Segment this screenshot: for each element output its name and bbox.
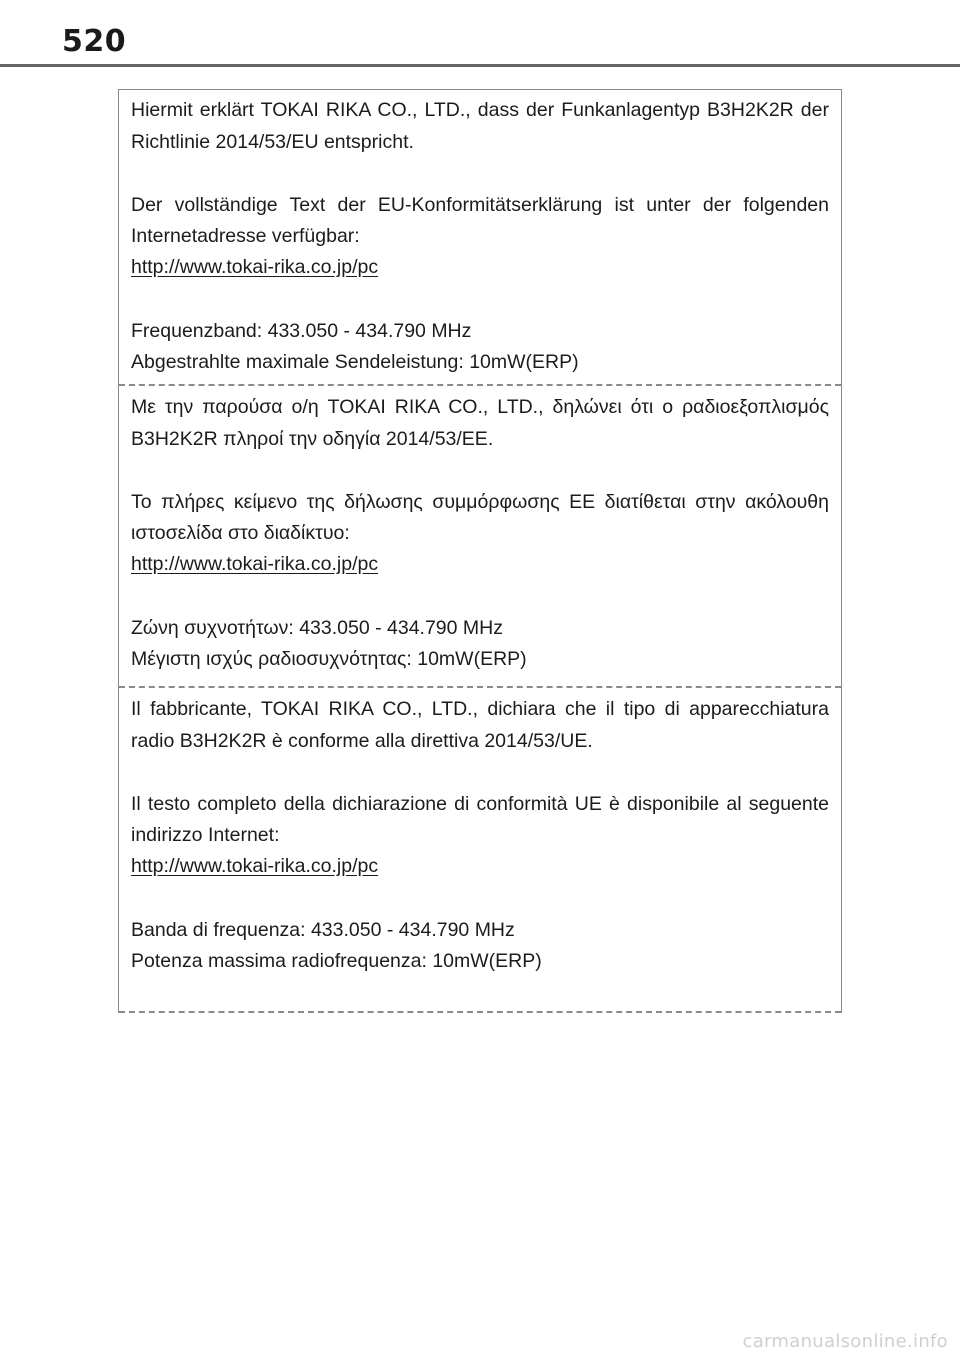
declaration-text: Με την παρούσα ο/η TOKAI RIKA CO., LTD., δηλώνει ότι ο ραδιοεξοπλισμός B3H2K2R πληροί την οδηγία 2014/53/ΕΕ. [131, 396, 829, 450]
paragraph-spacer [131, 158, 829, 190]
url-row [131, 253, 829, 285]
declaration-section-italian [119, 688, 841, 1013]
page-number: 520 [62, 24, 127, 59]
max-power-text: Abgestrahlte maximale Sendeleistung: 10mW(ERP) [131, 351, 579, 373]
declaration-section-german [119, 90, 841, 386]
availability-text: Der vollständige Text der EU-Konformitätserklärung ist unter der folgenden Internetadresse verfügbar: [131, 193, 829, 247]
max-power-text: Potenza massima radiofrequenza: 10mW(ERP) [131, 950, 542, 972]
paragraph-spacer [131, 455, 829, 487]
paragraph-spacer [131, 284, 829, 316]
paragraph-spacer [131, 581, 829, 613]
declaration-text: Il fabbricante, TOKAI RIKA CO., LTD., dichiara che il tipo di apparecchiatura radio B3H2K2R è conforme alla direttiva 2014/53/UE. [131, 698, 829, 752]
declaration-url-link[interactable]: http://www.tokai-rika.co.jp/pc [131, 255, 379, 278]
frequency-band-text: Frequenzband: 433.050 - 434.790 MHz [131, 319, 472, 342]
declaration-url-link[interactable]: http://www.tokai-rika.co.jp/pc [131, 552, 379, 575]
frequency-band-text: Banda di frequenza: 433.050 - 434.790 MHz [131, 918, 515, 941]
declaration-text: Hiermit erklärt TOKAI RIKA CO., LTD., dass der Funkanlagentyp B3H2K2R der Richtlinie 2014/53/EU entspricht. [131, 99, 829, 153]
paragraph-spacer [131, 883, 829, 915]
availability-text: Il testo completo della dichiarazione di conformità UE è disponibile al seguente indirizzo Internet: [131, 792, 829, 846]
availability-text: Το πλήρες κείμενο της δήλωσης συμμόρφωσης ΕΕ διατίθεται στην ακόλουθη ιστοσελίδα στο διαδίκτυο: [131, 490, 829, 544]
max-power-text: Μέγιστη ισχύς ραδιοσυχνότητας: 10mW(ERP) [131, 648, 527, 670]
url-row [131, 852, 829, 884]
declaration-url-link[interactable]: http://www.tokai-rika.co.jp/pc [131, 854, 379, 877]
frequency-band-text: Ζώνη συχνοτήτων: 433.050 - 434.790 MHz [131, 616, 503, 639]
header-rule [0, 64, 960, 67]
url-row [131, 550, 829, 582]
declaration-box [118, 89, 842, 1013]
declaration-section-greek [119, 386, 841, 688]
paragraph-spacer [131, 757, 829, 789]
watermark-text: carmanualsonline.info [742, 1331, 948, 1352]
